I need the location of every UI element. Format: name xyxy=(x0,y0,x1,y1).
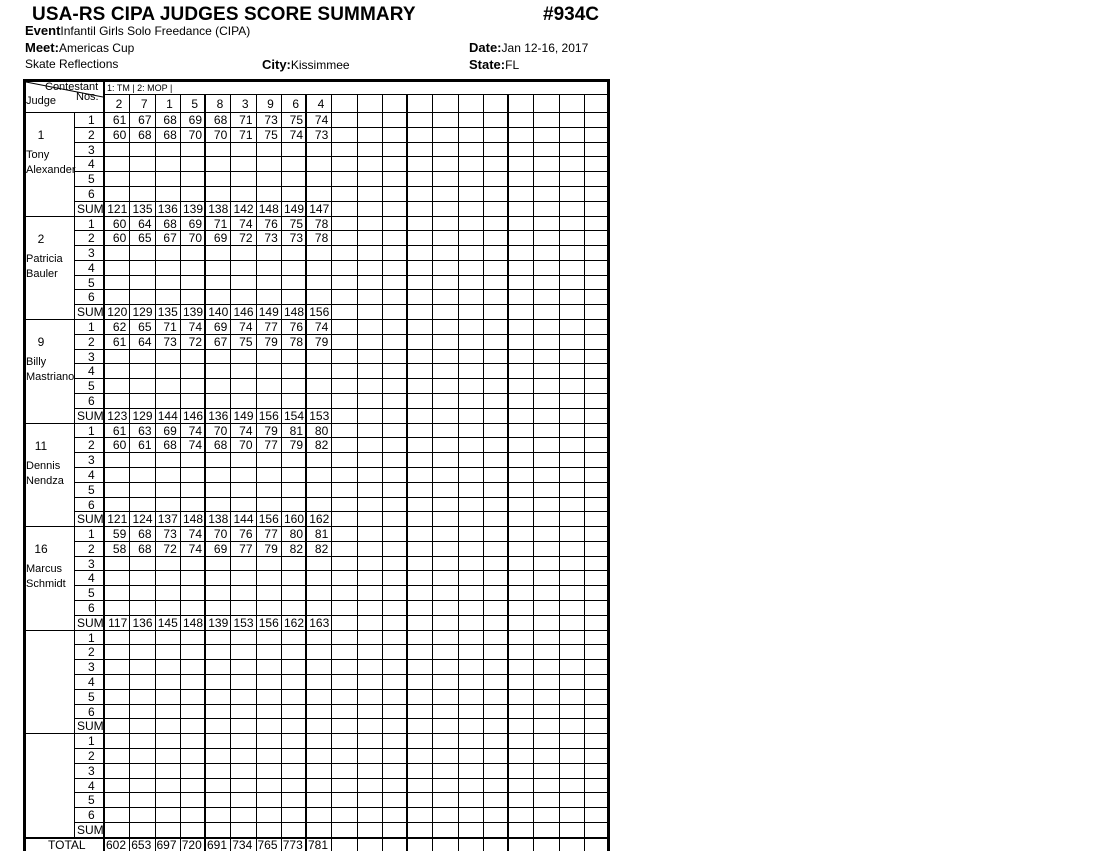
judge-first-name: Tony xyxy=(26,149,50,161)
score-cell: 69 xyxy=(188,113,202,127)
total-label: TOTAL xyxy=(48,838,86,852)
sum-cell: 142 xyxy=(233,202,254,216)
meet-label: Meet: xyxy=(25,40,59,55)
score-table xyxy=(23,79,610,854)
score-cell: 72 xyxy=(163,542,177,556)
sum-cell: 124 xyxy=(132,512,153,526)
row-divider xyxy=(74,763,607,764)
score-cell: 75 xyxy=(289,113,303,127)
score-cell: 67 xyxy=(213,335,228,349)
sum-cell: 148 xyxy=(258,202,279,216)
score-cell: 69 xyxy=(188,217,202,231)
event-label: Event xyxy=(25,23,61,38)
sum-cell: 154 xyxy=(283,409,304,423)
score-legend: 1: TM | 2: MOP | xyxy=(107,83,173,93)
score-row-label: 5 xyxy=(88,276,95,290)
sum-cell: 136 xyxy=(208,409,229,423)
score-row-label: 5 xyxy=(88,379,95,393)
total-cell: 734 xyxy=(232,838,253,852)
score-cell: 74 xyxy=(289,128,303,142)
score-cell: 74 xyxy=(188,424,202,438)
row-divider xyxy=(74,349,607,350)
column-divider xyxy=(559,94,560,851)
score-cell: 60 xyxy=(112,438,127,452)
row-divider xyxy=(74,778,607,779)
sum-cell: 144 xyxy=(157,409,178,423)
score-row-label: 4 xyxy=(88,571,95,585)
score-cell: 79 xyxy=(264,542,278,556)
score-cell: 73 xyxy=(289,231,303,245)
city-label: City: xyxy=(262,57,291,72)
score-cell: 75 xyxy=(289,217,303,231)
score-cell: 69 xyxy=(213,542,228,556)
score-cell: 58 xyxy=(112,542,127,556)
contestant-number: 8 xyxy=(216,97,224,111)
score-row-label: 1 xyxy=(88,631,95,645)
score-cell: 61 xyxy=(112,335,127,349)
score-cell: 68 xyxy=(163,113,177,127)
score-row-label: 3 xyxy=(88,143,95,157)
judge-last-name: Mastriano xyxy=(26,371,75,383)
column-divider xyxy=(382,94,383,851)
row-divider xyxy=(74,704,607,705)
score-row-label: 1 xyxy=(88,113,95,127)
judge-last-name: Nendza xyxy=(26,475,64,487)
sum-cell: 153 xyxy=(309,409,330,423)
score-cell: 74 xyxy=(188,438,202,452)
score-cell: 72 xyxy=(239,231,253,245)
row-divider xyxy=(74,497,607,498)
sum-cell: 139 xyxy=(182,305,203,319)
contestant-number: 5 xyxy=(191,97,198,111)
judge-number: 1 xyxy=(37,128,45,142)
score-row-label: 4 xyxy=(88,468,95,482)
date-label: Date: xyxy=(469,40,502,55)
score-cell: 74 xyxy=(314,113,329,127)
score-cell: 68 xyxy=(163,128,177,142)
judge-first-name: Dennis xyxy=(26,460,61,472)
column-divider xyxy=(584,94,585,851)
score-row-label: 4 xyxy=(88,675,95,689)
row-divider xyxy=(74,585,607,586)
column-divider-thick xyxy=(507,94,509,851)
total-cell: 602 xyxy=(106,838,127,852)
date-value: Jan 12-16, 2017 xyxy=(501,41,589,55)
judge-last-name: Schmidt xyxy=(26,578,66,590)
score-row-label: 5 xyxy=(88,586,95,600)
sum-cell: 163 xyxy=(309,616,330,630)
score-cell: 81 xyxy=(289,424,303,438)
score-row-label: 5 xyxy=(88,172,95,186)
sum-row-label: SUM xyxy=(77,512,104,526)
city-value: Kissimmee xyxy=(290,58,350,72)
score-cell: 79 xyxy=(289,438,303,452)
judge-first-name: Marcus xyxy=(26,563,63,575)
form-number: #934C xyxy=(543,4,599,25)
contestant-number: 3 xyxy=(241,97,249,111)
sum-cell: 123 xyxy=(107,409,128,423)
table-border-right xyxy=(607,79,610,851)
sum-cell: 120 xyxy=(107,305,128,319)
row-divider xyxy=(74,674,607,675)
score-cell: 67 xyxy=(138,113,152,127)
sum-cell: 137 xyxy=(157,512,178,526)
score-cell: 70 xyxy=(213,128,228,142)
column-divider xyxy=(483,94,484,851)
score-row-label: 6 xyxy=(88,601,95,615)
score-row-label: 3 xyxy=(88,660,95,674)
sum-cell: 135 xyxy=(132,202,153,216)
score-cell: 68 xyxy=(138,527,152,541)
score-cell: 60 xyxy=(112,128,127,142)
score-cell: 78 xyxy=(314,217,329,231)
total-cell: 765 xyxy=(257,838,278,852)
total-cell: 781 xyxy=(308,838,329,852)
row-divider xyxy=(74,689,607,690)
sum-cell: 148 xyxy=(182,616,203,630)
judge-number: 2 xyxy=(37,232,45,246)
score-row-label: 1 xyxy=(88,734,95,748)
sum-cell: 156 xyxy=(309,305,330,319)
row-divider xyxy=(74,644,607,645)
score-row-label: 6 xyxy=(88,290,95,304)
sum-row-label: SUM xyxy=(77,305,104,319)
sum-cell: 148 xyxy=(283,305,304,319)
score-row-label: 1 xyxy=(88,424,95,438)
score-cell: 74 xyxy=(239,424,253,438)
row-divider xyxy=(74,467,607,468)
score-row-label: 5 xyxy=(88,483,95,497)
score-cell: 73 xyxy=(163,335,177,349)
sum-cell: 146 xyxy=(182,409,203,423)
score-cell: 73 xyxy=(314,128,329,142)
score-row-label: 6 xyxy=(88,705,95,719)
row-divider xyxy=(74,393,607,394)
sum-cell: 146 xyxy=(233,305,254,319)
sum-cell: 140 xyxy=(208,305,229,319)
sum-cell: 156 xyxy=(258,512,279,526)
score-row-label: 3 xyxy=(88,246,95,260)
score-cell: 76 xyxy=(239,527,253,541)
judge-first-name: Patricia xyxy=(26,253,63,265)
judge-last-name: Alexander xyxy=(26,164,76,176)
score-row-label: 1 xyxy=(88,320,95,334)
score-cell: 70 xyxy=(213,527,228,541)
row-divider xyxy=(74,260,607,261)
corner-contestant-label: Contestant xyxy=(45,81,99,93)
score-cell: 79 xyxy=(264,424,278,438)
sum-cell: 162 xyxy=(309,512,330,526)
total-cell: 697 xyxy=(156,838,177,852)
meet-value: Americas Cup xyxy=(58,41,135,55)
row-divider xyxy=(74,600,607,601)
score-cell: 82 xyxy=(289,542,303,556)
score-cell: 81 xyxy=(314,527,329,541)
row-divider xyxy=(74,378,607,379)
sum-cell: 149 xyxy=(283,202,304,216)
contestant-number: 1 xyxy=(166,97,173,111)
score-cell: 71 xyxy=(213,217,228,231)
row-divider xyxy=(74,289,607,290)
score-cell: 68 xyxy=(163,438,177,452)
score-cell: 77 xyxy=(264,438,278,452)
score-cell: 74 xyxy=(239,217,253,231)
judge-first-name: Billy xyxy=(26,356,47,368)
score-cell: 77 xyxy=(264,527,278,541)
sum-row-label: SUM xyxy=(77,202,104,216)
score-cell: 77 xyxy=(239,542,253,556)
score-cell: 74 xyxy=(188,320,202,334)
corner-judge-label: Judge xyxy=(26,95,56,107)
score-cell: 65 xyxy=(138,320,152,334)
score-cell: 75 xyxy=(239,335,253,349)
score-cell: 70 xyxy=(213,424,228,438)
sum-cell: 135 xyxy=(157,305,178,319)
score-cell: 68 xyxy=(163,217,177,231)
sum-cell: 136 xyxy=(157,202,178,216)
score-row-label: 6 xyxy=(88,394,95,408)
score-row-label: 1 xyxy=(88,527,95,541)
total-cell: 773 xyxy=(282,838,303,852)
row-divider xyxy=(74,171,607,172)
city-line xyxy=(262,57,350,72)
column-divider xyxy=(432,94,433,851)
score-cell: 60 xyxy=(112,231,127,245)
score-cell: 70 xyxy=(239,438,253,452)
table-border-top xyxy=(23,79,610,82)
score-cell: 61 xyxy=(138,438,152,452)
score-cell: 59 xyxy=(112,527,127,541)
score-cell: 82 xyxy=(314,438,329,452)
sum-row-label: SUM xyxy=(77,823,104,837)
row-divider xyxy=(74,718,607,719)
score-row-label: 2 xyxy=(88,231,95,245)
score-row-label: 2 xyxy=(88,128,95,142)
score-cell: 76 xyxy=(264,217,278,231)
score-cell: 69 xyxy=(213,320,228,334)
score-cell: 60 xyxy=(112,217,127,231)
sum-cell: 145 xyxy=(157,616,178,630)
score-cell: 68 xyxy=(138,128,152,142)
contestant-number: 2 xyxy=(115,97,123,111)
sum-row-label: SUM xyxy=(77,719,104,733)
judge-number: 11 xyxy=(34,439,48,453)
row-divider xyxy=(74,245,607,246)
row-divider xyxy=(74,659,607,660)
date-line xyxy=(469,40,588,55)
score-cell: 70 xyxy=(188,128,202,142)
row-divider xyxy=(74,792,607,793)
score-cell: 77 xyxy=(264,320,278,334)
score-cell: 80 xyxy=(314,424,329,438)
row-divider xyxy=(74,807,607,808)
meet-line xyxy=(25,40,134,55)
score-cell: 63 xyxy=(138,424,152,438)
state-value: FL xyxy=(505,58,520,72)
score-cell: 73 xyxy=(264,231,278,245)
total-cell: 720 xyxy=(181,838,202,852)
event-line xyxy=(25,23,250,38)
score-row-label: 5 xyxy=(88,690,95,704)
score-cell: 71 xyxy=(239,113,253,127)
score-cell: 68 xyxy=(213,113,228,127)
score-cell: 74 xyxy=(239,320,253,334)
column-divider xyxy=(357,94,358,851)
score-row-label: 2 xyxy=(88,749,95,763)
event-value: Infantil Girls Solo Freedance (CIPA) xyxy=(60,24,251,38)
row-divider xyxy=(74,156,607,157)
sum-cell: 121 xyxy=(107,202,128,216)
score-cell: 62 xyxy=(112,320,127,334)
score-row-label: 3 xyxy=(88,557,95,571)
score-cell: 79 xyxy=(264,335,278,349)
contestant-number: 9 xyxy=(267,97,274,111)
sum-cell: 144 xyxy=(233,512,254,526)
score-cell: 64 xyxy=(138,217,152,231)
score-cell: 75 xyxy=(264,128,278,142)
score-row-label: 3 xyxy=(88,764,95,778)
score-row-label: 4 xyxy=(88,779,95,793)
score-cell: 80 xyxy=(289,527,303,541)
score-cell: 82 xyxy=(314,542,329,556)
judge-last-name: Bauler xyxy=(26,268,58,280)
sum-cell: 129 xyxy=(132,409,153,423)
score-cell: 61 xyxy=(112,424,127,438)
judge-block-divider xyxy=(23,630,607,631)
column-divider xyxy=(331,94,332,851)
row-divider xyxy=(74,452,607,453)
total-cell: 653 xyxy=(131,838,152,852)
sum-cell: 139 xyxy=(208,616,229,630)
score-cell: 68 xyxy=(138,542,152,556)
sum-cell: 117 xyxy=(108,616,128,630)
score-cell: 73 xyxy=(163,527,177,541)
score-row-label: 4 xyxy=(88,157,95,171)
score-row-label: 2 xyxy=(88,542,95,556)
sum-row-label: SUM xyxy=(77,409,104,423)
score-cell: 73 xyxy=(264,113,278,127)
contestant-number: 4 xyxy=(317,97,325,111)
score-cell: 78 xyxy=(289,335,303,349)
score-cell: 71 xyxy=(239,128,253,142)
total-cell: 691 xyxy=(207,838,228,852)
state-line xyxy=(469,57,519,72)
column-divider xyxy=(458,94,459,851)
sum-cell: 147 xyxy=(309,202,330,216)
score-cell: 72 xyxy=(188,335,202,349)
score-row-label: 6 xyxy=(88,498,95,512)
sum-row-label: SUM xyxy=(77,616,104,630)
score-cell: 74 xyxy=(314,320,329,334)
score-cell: 70 xyxy=(188,231,202,245)
score-row-label: 2 xyxy=(88,335,95,349)
sum-cell: 138 xyxy=(208,202,229,216)
sum-cell: 162 xyxy=(283,616,304,630)
score-cell: 69 xyxy=(213,231,228,245)
sum-cell: 138 xyxy=(208,512,229,526)
score-row-label: 2 xyxy=(88,645,95,659)
score-row-label: 4 xyxy=(88,261,95,275)
score-cell: 74 xyxy=(188,527,202,541)
club-name: Skate Reflections xyxy=(25,57,119,71)
sum-cell: 156 xyxy=(258,616,279,630)
score-row-label: 6 xyxy=(88,187,95,201)
score-cell: 78 xyxy=(314,231,329,245)
row-divider xyxy=(74,748,607,749)
page-title: USA-RS CIPA JUDGES SCORE SUMMARY xyxy=(32,4,416,25)
score-cell: 79 xyxy=(314,335,329,349)
sum-cell: 153 xyxy=(233,616,254,630)
row-divider xyxy=(74,570,607,571)
row-divider xyxy=(74,363,607,364)
score-cell: 61 xyxy=(112,113,127,127)
sum-cell: 156 xyxy=(258,409,279,423)
row-divider xyxy=(74,822,607,823)
score-row-label: 6 xyxy=(88,808,95,822)
score-row-label: 4 xyxy=(88,364,95,378)
score-cell: 68 xyxy=(213,438,228,452)
row-divider xyxy=(74,275,607,276)
row-divider xyxy=(74,482,607,483)
score-cell: 64 xyxy=(138,335,152,349)
score-row-label: 1 xyxy=(88,217,95,231)
sum-cell: 160 xyxy=(283,512,304,526)
sum-cell: 129 xyxy=(132,305,153,319)
score-cell: 69 xyxy=(163,424,177,438)
score-row-label: 3 xyxy=(88,350,95,364)
state-label: State: xyxy=(469,57,506,72)
table-grid xyxy=(23,79,610,854)
score-cell: 71 xyxy=(163,320,177,334)
corner-nos-label: Nos. xyxy=(76,91,99,103)
sum-cell: 148 xyxy=(182,512,203,526)
row-divider xyxy=(74,142,607,143)
score-cell: 65 xyxy=(138,231,152,245)
judge-number: 9 xyxy=(37,335,45,349)
score-row-label: 3 xyxy=(88,453,95,467)
row-divider xyxy=(74,556,607,557)
score-row-label: 5 xyxy=(88,793,95,807)
row-divider xyxy=(74,186,607,187)
sum-cell: 139 xyxy=(182,202,203,216)
judge-number: 16 xyxy=(34,542,48,556)
contestant-number: 6 xyxy=(292,97,299,111)
sum-cell: 121 xyxy=(107,512,128,526)
score-row-label: 2 xyxy=(88,438,95,452)
judge-block-divider xyxy=(23,733,607,734)
column-divider xyxy=(533,94,534,851)
score-cell: 74 xyxy=(188,542,202,556)
sum-cell: 136 xyxy=(132,616,153,630)
score-cell: 67 xyxy=(163,231,177,245)
contestant-number: 7 xyxy=(140,97,148,111)
score-cell: 76 xyxy=(289,320,303,334)
column-divider-thick xyxy=(406,94,408,851)
sum-cell: 149 xyxy=(258,305,279,319)
sum-cell: 149 xyxy=(233,409,254,423)
